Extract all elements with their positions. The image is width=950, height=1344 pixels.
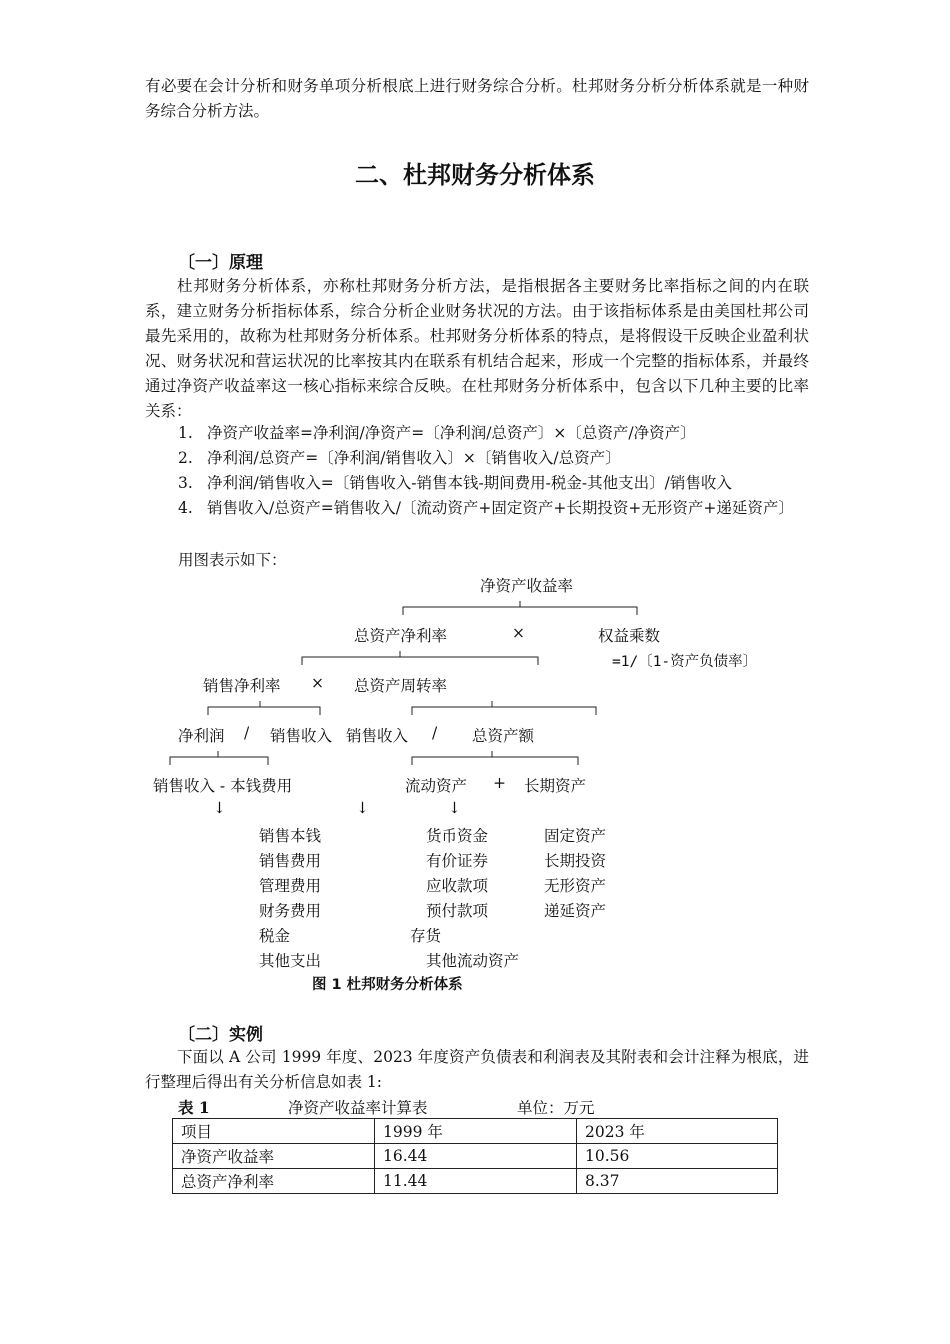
table-cell: 净资产收益率 (173, 1144, 375, 1169)
current-asset-item: 有价证券 (426, 852, 489, 870)
cost-item: 销售费用 (259, 852, 322, 870)
node-current-assets: 流动资产 (405, 777, 468, 795)
figure-caption: 图 1 杜邦财务分析体系 (312, 977, 463, 993)
table-cell: 8.37 (577, 1169, 778, 1194)
operator-divide: / (432, 724, 438, 742)
principle-paragraph: 杜邦财务分析体系，亦称杜邦财务分析方法，是指根据各主要财务比率指标之间的内在联系，建立财务分析指标体系，综合分析企业财务状况的方法。由于该指标体系是由美国杜邦公司最先采用的，故称为杜邦财务分析体系。杜邦财务分析体系的特点，是将假设干反映企业盈利状况、财务状况和营运状况的比率按其内在联系有机结合起来，形成一个完整的指标体系，并最终通过净资产收益率这一核心指标来综合反映。在杜邦财务分析体系中，包含以下几种主要的比率关系： (145, 277, 809, 420)
operator-times: × (311, 674, 324, 692)
equity-multiplier-formula: =1/〔1-资产负债率〕 (612, 654, 758, 670)
cost-item: 销售本钱 (259, 827, 322, 845)
current-asset-item: 预付款项 (426, 902, 489, 920)
node-roe: 净资产收益率 (480, 577, 574, 595)
node-long-term-assets: 长期资产 (524, 777, 587, 795)
table-cell: 总资产净利率 (173, 1169, 375, 1194)
subheading-principle: 〔一〕原理 (178, 253, 263, 273)
bracket-roe (403, 607, 637, 615)
current-asset-item: 货币资金 (426, 827, 489, 845)
cost-item: 其他支出 (259, 952, 322, 970)
long-asset-item: 固定资产 (544, 827, 607, 845)
table-row (173, 1169, 778, 1194)
node-sales-revenue: 销售收入 (270, 727, 333, 745)
cost-item: 管理费用 (259, 877, 322, 895)
table-cell: 11.44 (375, 1169, 577, 1194)
formula-number: 1. (178, 424, 193, 442)
arrow-down-icon: ↓ (213, 799, 226, 817)
node-net-profit: 净利润 (178, 727, 225, 745)
formula-text: 净利润/销售收入=〔销售收入-销售本钱-期间费用-税金-其他支出〕/销售收入 (207, 474, 732, 492)
formula-text: 销售收入/总资产=销售收入/〔流动资产+固定资产+长期投资+无形资产+递延资产〕 (207, 499, 794, 517)
table-header-row (173, 1119, 778, 1144)
arrow-down-icon: ↓ (448, 799, 461, 817)
table-unit: 单位：万元 (517, 1099, 595, 1117)
formula-number: 4. (178, 499, 193, 517)
roe-table (172, 1118, 778, 1194)
current-asset-item: 存货 (410, 927, 442, 945)
node-asset-turnover: 总资产周转率 (354, 677, 448, 695)
table-header-cell: 1999 年 (375, 1119, 577, 1144)
operator-plus: + (493, 774, 506, 792)
bracket-turnover (412, 707, 596, 715)
table-cell: 10.56 (577, 1144, 778, 1169)
formula-text: 净资产收益率=净利润/净资产=〔净利润/总资产〕×〔总资产/净资产〕 (207, 424, 696, 442)
subheading-example: 〔二〕实例 (178, 1025, 263, 1045)
intro-paragraph: 有必要在会计分析和财务单项分析根底上进行财务综合分析。杜邦财务分析分析体系就是一种财务综合分析方法。 (145, 77, 809, 120)
operator-times: × (512, 624, 525, 642)
table-row (173, 1144, 778, 1169)
bracket-roa (302, 657, 538, 665)
bracket-total-assets (412, 757, 578, 765)
node-net-margin: 销售净利率 (203, 677, 281, 695)
node-sales-revenue: 销售收入 (346, 727, 409, 745)
node-equity-multiplier: 权益乘数 (598, 627, 661, 645)
diagram-intro: 用图表示如下： (178, 551, 287, 569)
operator-divide: / (244, 724, 250, 742)
node-roa: 总资产净利率 (354, 627, 448, 645)
node-sales-minus-cost: 销售收入 - 本钱费用 (153, 777, 293, 795)
cost-item: 税金 (259, 927, 291, 945)
long-asset-item: 递延资产 (544, 902, 607, 920)
arrow-down-icon: ↓ (356, 799, 369, 817)
node-total-assets: 总资产额 (472, 727, 535, 745)
table-header-cell: 项目 (173, 1119, 375, 1144)
current-asset-item: 其他流动资产 (426, 952, 520, 970)
formula-text: 净利润/总资产=〔净利润/销售收入〕×〔销售收入/总资产〕 (207, 449, 621, 467)
example-paragraph: 下面以 A 公司 1999 年度、2023 年度资产负债表和利润表及其附表和会计注释为根底，进行整理后得出有关分析信息如表 1: (145, 1048, 809, 1091)
cost-item: 财务费用 (259, 902, 322, 920)
table-title: 净资产收益率计算表 (288, 1099, 428, 1117)
bracket-net-profit (170, 757, 268, 765)
formula-number: 3. (178, 474, 193, 492)
table-header-cell: 2023 年 (577, 1119, 778, 1144)
long-asset-item: 长期投资 (544, 852, 607, 870)
table-label: 表 1 (178, 1098, 210, 1117)
formula-number: 2. (178, 449, 193, 467)
section-title: 二、杜邦财务分析体系 (355, 161, 595, 189)
table-cell: 16.44 (375, 1144, 577, 1169)
long-asset-item: 无形资产 (544, 877, 607, 895)
current-asset-item: 应收款项 (426, 877, 489, 895)
bracket-net-margin (208, 707, 320, 715)
